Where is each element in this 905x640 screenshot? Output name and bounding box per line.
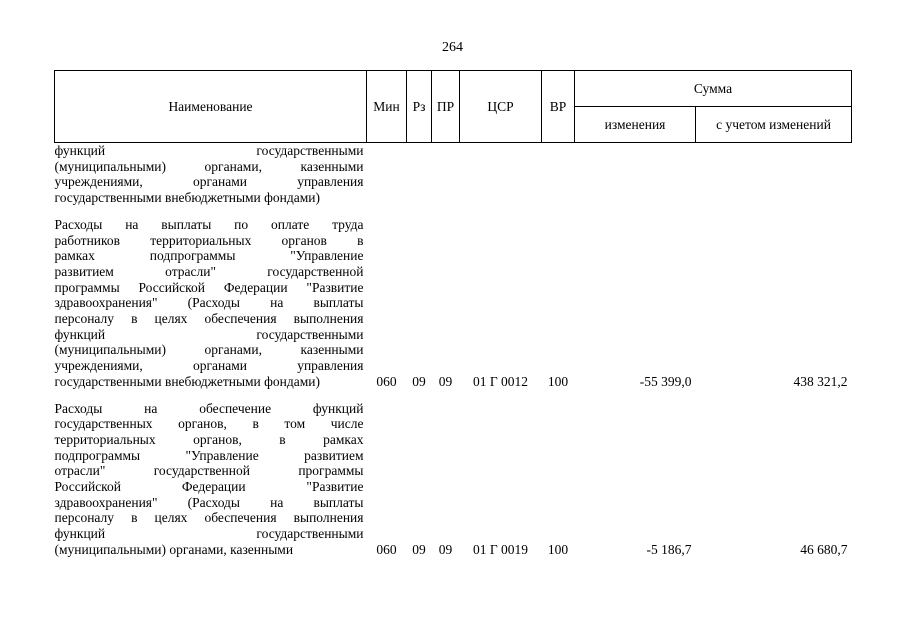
cell-pr: 09 xyxy=(438,541,453,557)
cell-csr: 01 Г 0019 xyxy=(472,541,529,557)
row-name-line: (муниципальными) органами, казенными xyxy=(54,541,294,557)
row-name-line: государственных органов, в том числе xyxy=(54,416,364,432)
cell-with-change xyxy=(696,143,852,206)
row-name-line: государственными внебюджетными фондами) xyxy=(54,190,321,206)
header-name: Наименование xyxy=(55,71,367,143)
row-name-line: здравоохранения" (Расходы на выплаты xyxy=(54,494,364,510)
row-name-line: учреждениями, органами управления xyxy=(54,174,364,190)
cell-vr xyxy=(542,143,575,206)
row-name-line: рамках подпрограммы "Управление xyxy=(54,248,364,264)
cell-with-change: 438 321,2 xyxy=(793,373,848,389)
cell-min xyxy=(367,143,407,206)
row-name-line: Расходы на выплаты по оплате труда xyxy=(54,216,364,232)
table-row xyxy=(55,143,852,206)
header-change: изменения xyxy=(575,107,696,143)
header-sum: Сумма xyxy=(575,71,852,107)
cell-csr xyxy=(460,143,542,206)
row-name xyxy=(55,217,367,390)
cell-vr: 100 xyxy=(547,541,569,557)
cell-vr: 100 xyxy=(547,373,569,389)
header-with-change: с учетом изменений xyxy=(696,107,852,143)
table-header xyxy=(55,71,852,143)
table-row xyxy=(55,217,852,390)
cell-change xyxy=(575,143,696,206)
header-csr: ЦСР xyxy=(460,71,542,143)
table-row xyxy=(55,401,852,558)
row-name-line: функций государственными xyxy=(54,326,364,342)
cell-pr xyxy=(432,143,460,206)
row-name-line: учреждениями, органами управления xyxy=(54,358,364,374)
row-name-line: Российской Федерации "Развитие xyxy=(54,479,364,495)
cell-min: 060 xyxy=(376,373,397,389)
cell-rz: 09 xyxy=(412,541,426,557)
cell-change: -55 399,0 xyxy=(639,373,692,389)
row-name-line: (муниципальными) органами, казенными xyxy=(54,158,364,174)
row-name xyxy=(55,401,367,558)
row-name-line: отрасли" государственной программы xyxy=(54,463,364,479)
row-name-line: государственными внебюджетными фондами) xyxy=(54,373,321,389)
cell-with-change: 46 680,7 xyxy=(800,541,848,557)
header-vr: ВР xyxy=(542,71,575,143)
row-name-line: (муниципальными) органами, казенными xyxy=(54,342,364,358)
row-name-line: развитием отрасли" государственной xyxy=(54,263,364,279)
row-name-line: функций государственными xyxy=(54,143,364,158)
row-name-line: функций государственными xyxy=(54,526,364,542)
cell-rz xyxy=(407,143,432,206)
budget-table xyxy=(54,70,852,558)
row-name xyxy=(55,143,367,206)
header-pr: ПР xyxy=(432,71,460,143)
header-min: Мин xyxy=(367,71,407,143)
row-name-line: персоналу в целях обеспечения выполнения xyxy=(54,510,364,526)
header-rz: Рз xyxy=(407,71,432,143)
cell-pr: 09 xyxy=(438,373,453,389)
page-number: 264 xyxy=(442,40,463,55)
row-name-line: здравоохранения" (Расходы на выплаты xyxy=(54,295,364,311)
row-name-line: персоналу в целях обеспечения выполнения xyxy=(54,311,364,327)
cell-rz: 09 xyxy=(412,373,426,389)
table-body xyxy=(55,143,852,558)
row-name-line: подпрограммы "Управление развитием xyxy=(54,447,364,463)
row-name-line: работников территориальных органов в xyxy=(54,232,364,248)
cell-csr: 01 Г 0012 xyxy=(472,373,529,389)
row-name-line: территориальных органов, в рамках xyxy=(54,431,364,447)
row-name-line: программы Российской Федерации "Развитие xyxy=(54,279,364,295)
row-name-line: Расходы на обеспечение функций xyxy=(54,400,364,416)
cell-change: -5 186,7 xyxy=(646,541,692,557)
cell-min: 060 xyxy=(376,541,397,557)
